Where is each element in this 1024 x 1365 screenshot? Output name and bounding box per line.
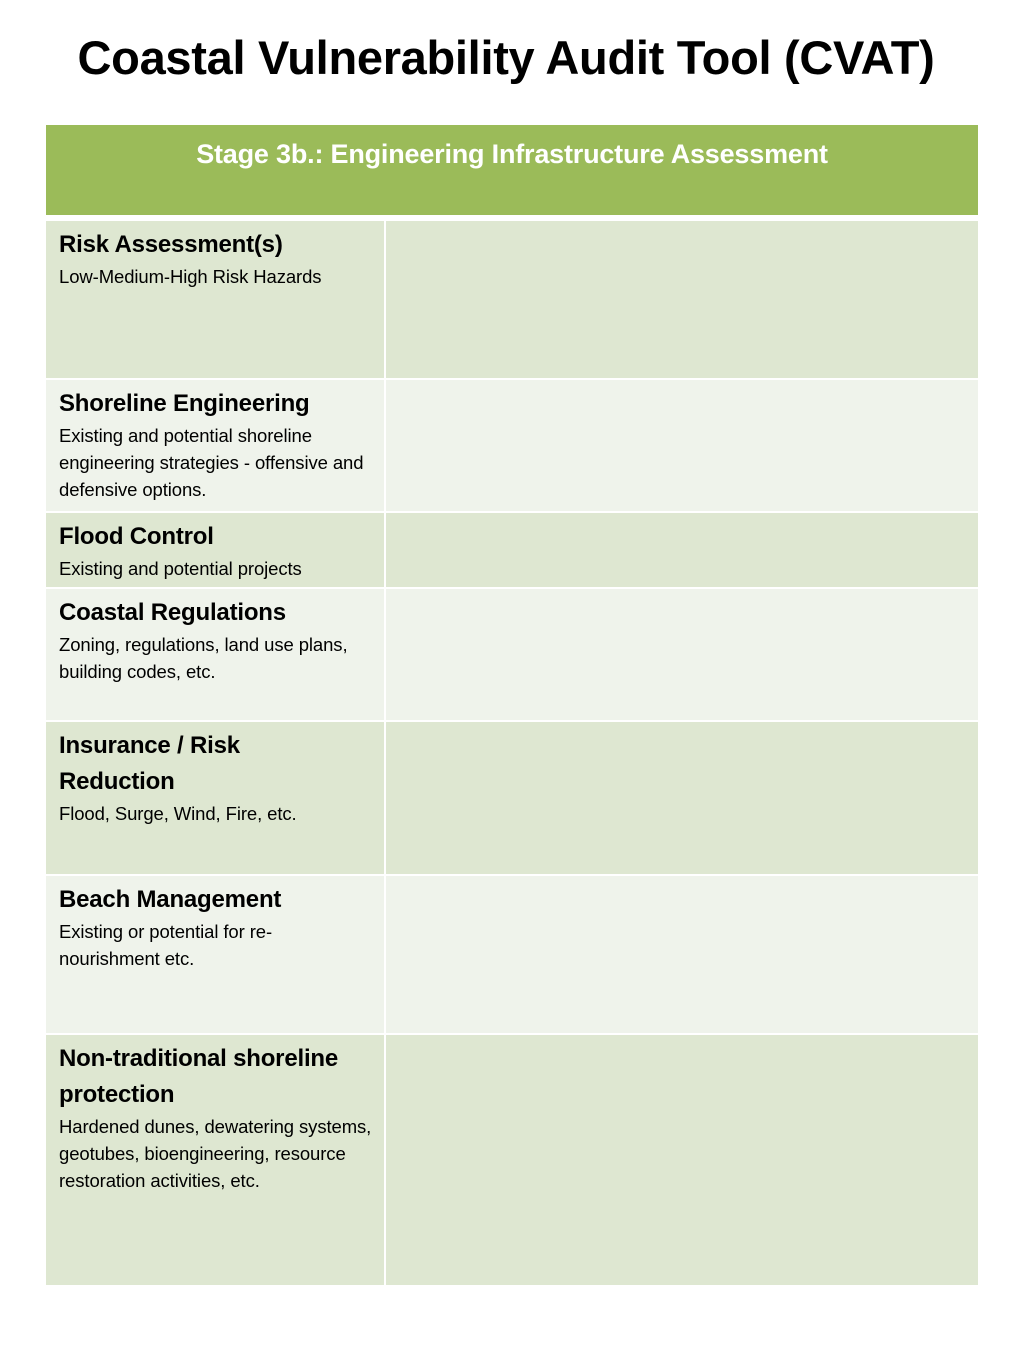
row-value-cell[interactable]: [388, 722, 978, 874]
table-row-non-traditional-protection: [46, 1035, 978, 1285]
row-description: Existing and potential shoreline engineering strategies - offensive and defensive options.: [59, 425, 364, 500]
table-row-risk-assessment: [46, 221, 978, 380]
row-label-cell: [46, 722, 386, 874]
row-label-cell: [46, 876, 386, 1033]
document-title: Coastal Vulnerability Audit Tool (CVAT): [77, 31, 935, 84]
row-value-cell[interactable]: [388, 589, 978, 720]
table-row-beach-management: [46, 876, 978, 1035]
row-value-cell[interactable]: [388, 876, 978, 1033]
table-header: [46, 125, 978, 218]
row-description: Low-Medium-High Risk Hazards: [59, 266, 322, 287]
row-title: Risk Assessment(s): [59, 231, 283, 258]
row-value-cell[interactable]: [388, 221, 978, 378]
table-row-insurance-risk-reduction: [46, 722, 978, 876]
row-description: Zoning, regulations, land use plans, building codes, etc.: [59, 634, 348, 682]
row-value-cell[interactable]: [388, 1035, 978, 1285]
row-title: Flood Control: [59, 523, 214, 550]
row-label-cell: [46, 221, 386, 378]
table-row-coastal-regulations: [46, 589, 978, 722]
row-description: Hardened dunes, dewatering systems, geotubes, bioengineering, resource restoration activities, etc.: [59, 1116, 372, 1191]
table-row-shoreline-engineering: [46, 380, 978, 513]
table-row-flood-control: [46, 513, 978, 589]
row-value-cell[interactable]: [388, 513, 978, 587]
row-title: Beach Management: [59, 886, 282, 913]
row-label-cell: [46, 513, 386, 587]
row-title: Coastal Regulations: [59, 599, 286, 626]
row-title: Non-traditional shoreline protection: [59, 1045, 339, 1108]
row-title: Shoreline Engineering: [59, 390, 310, 417]
row-description: Existing or potential for re-nourishment etc.: [59, 921, 273, 969]
row-label-cell: [46, 589, 386, 720]
row-description: Flood, Surge, Wind, Fire, etc.: [59, 803, 297, 824]
assessment-table: [46, 125, 978, 1285]
row-label-cell: [46, 380, 386, 511]
row-label-cell: [46, 1035, 386, 1285]
table-header-title: Stage 3b.: Engineering Infrastructure Assessment: [196, 139, 828, 169]
row-title: Insurance / Risk Reduction: [59, 732, 240, 795]
row-description: Existing and potential projects: [59, 558, 302, 579]
row-value-cell[interactable]: [388, 380, 978, 511]
